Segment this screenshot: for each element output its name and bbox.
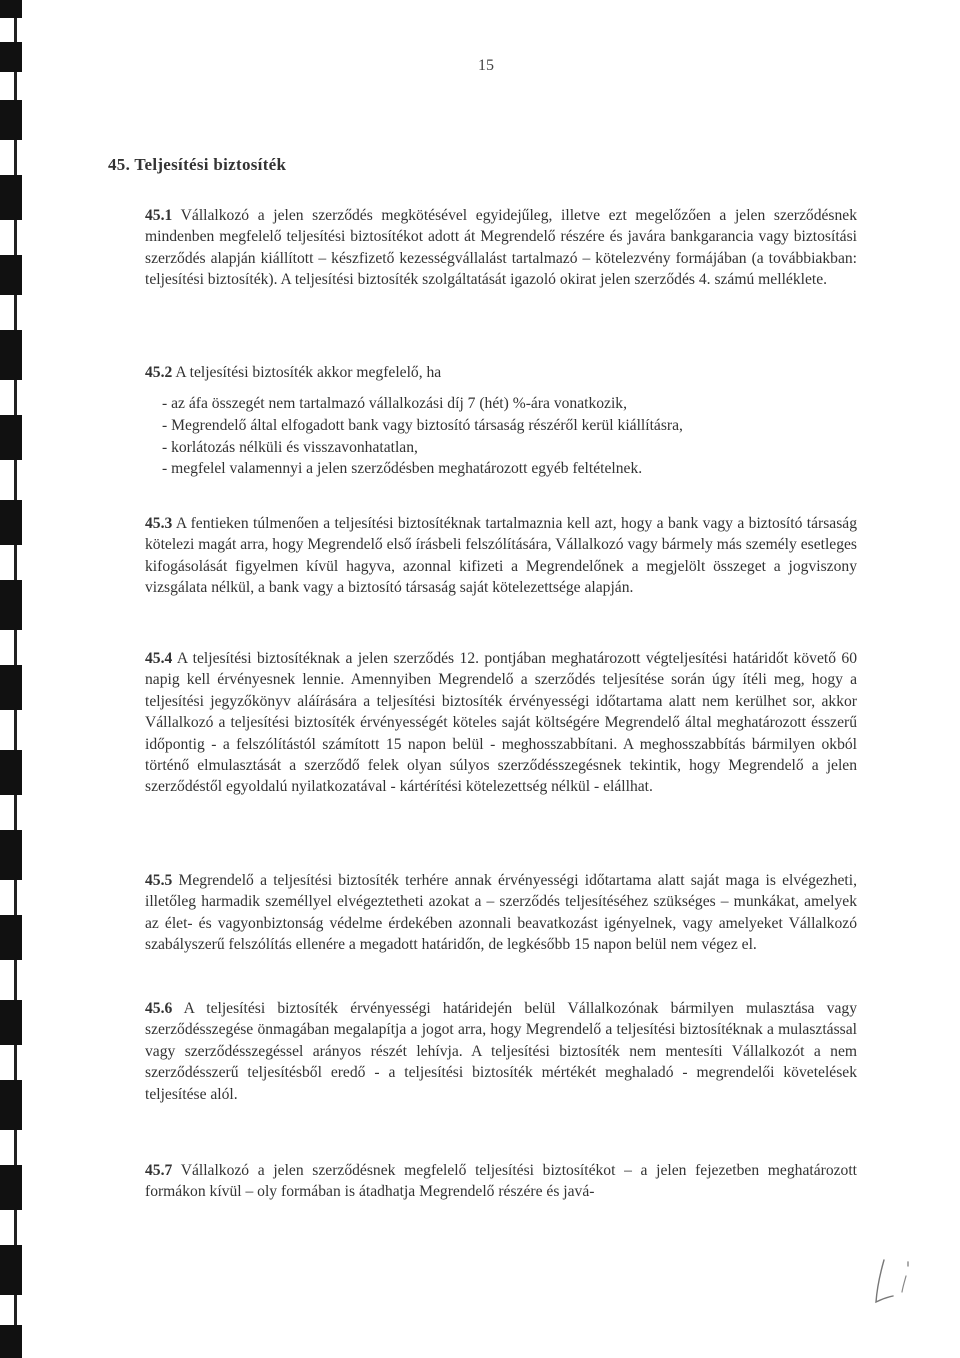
handwritten-initials xyxy=(868,1252,938,1312)
scan-edge-mark xyxy=(0,580,22,630)
section-heading: 45. Teljesítési biztosíték xyxy=(108,155,287,174)
clause-number: 45.2 xyxy=(145,364,173,381)
clause-text: A teljesítési biztosíték akkor megfelelő, ha xyxy=(175,364,442,381)
scan-edge-mark xyxy=(0,0,22,18)
condition-list xyxy=(162,393,857,479)
clause-45-6 xyxy=(145,998,857,1105)
clause-text: Vállalkozó a jelen szerződés megkötésével egyidejűleg, illetve ezt megelőzően a jelen szerződésnek mindenben megfelelő teljesítési biztosítékot adott át Megrendelő részére és javára bankgarancia vagy biztosítási szerződés alapján kiállított – készfizető kezességvállalást tartalmazó – kötelezvény formájában (a továbbiakban: teljesítési biztosíték). A teljesítési biztosíték szolgáltatását igazoló okirat jelen szerződés 4. számú melléklete. xyxy=(145,207,857,289)
page-number: 15 xyxy=(478,57,494,74)
clause-number: 45.5 xyxy=(145,872,173,889)
scan-edge-mark xyxy=(0,330,22,380)
condition-item: - korlátozás nélküli és visszavonhatatlan, xyxy=(162,438,418,456)
scan-edge-mark xyxy=(0,1325,22,1358)
scan-edge-mark xyxy=(0,100,22,140)
scan-edge-mark xyxy=(0,1165,22,1210)
clause-45-7 xyxy=(145,1160,857,1203)
scan-edge-mark xyxy=(0,915,22,960)
scan-edge-mark xyxy=(0,1000,22,1045)
clause-45-1 xyxy=(145,205,857,291)
scan-edge xyxy=(0,0,26,1358)
clause-number: 45.1 xyxy=(145,207,173,224)
clause-45-4 xyxy=(145,648,857,798)
clause-45-5 xyxy=(145,870,857,956)
clause-number: 45.4 xyxy=(145,650,173,667)
condition-item: - Megrendelő által elfogadott bank vagy biztosító társaság részéről kerül kiállításra, xyxy=(162,417,683,434)
clause-text: A fentieken túlmenően a teljesítési biztosítéknak tartalmaznia kell azt, hogy a bank vagy a biztosító társaság kötelezi magát arra, hogy Megrendelő első írásbeli felszólítására, Vállalkozó vagy bármely más személy esetleges kifogásolását figyelmen kívül hagyva, azonnal kifizeti a Megrendelőnek a megjelölt összeget a jogviszony vizsgálata nélkül, a bank vagy a biztosító társaság saját kötelezettsége alapján. xyxy=(145,515,857,597)
condition-item: - az áfa összegét nem tartalmazó vállalkozási díj 7 (hét) %-ára vonatkozik, xyxy=(162,395,628,413)
scan-edge-mark xyxy=(0,500,22,545)
clause-text: A teljesítési biztosítéknak a jelen szerződés 12. pontjában meghatározott végteljesítési határidőt követő 60 napig kell érvényesnek lennie. Amennyiben Megrendelő a szerződés teljesítése során úgy ítéli meg, hogy a teljesítési jegyzőkönyv aláírására a teljesítési biztosíték érvényességi időtartama alatt nem kerülhet sor, akkor Vállalkozó a teljesítési biztosíték érvényességét köteles saját költségére Megrendelő által meghatározott ésszerű időpontig - a felszólítástól számított 15 napon belül - meghosszabbítani. A meghosszabbítás bármilyen okból történő elmulasztását a szerződő felek olyan súlyos szerződésszegésnek tekintik, hogy Megrendelő a jelen szerződéstől egyoldalú nyilatkozatával - kártérítési kötelezettség nélkül - elállhat. xyxy=(145,650,857,796)
scan-edge-mark xyxy=(0,255,22,295)
scan-edge-mark xyxy=(0,665,22,710)
scan-edge-mark xyxy=(0,830,22,880)
clause-number: 45.7 xyxy=(145,1162,173,1179)
scan-edge-mark xyxy=(0,42,22,72)
scan-edge-mark xyxy=(0,175,22,220)
scan-edge-mark xyxy=(0,415,22,460)
clause-45-3 xyxy=(145,513,857,599)
clause-number: 45.3 xyxy=(145,515,173,532)
clause-text: Vállalkozó a jelen szerződésnek megfelelő teljesítési biztosítékot – a jelen fejezetben meghatározott formákon kívül – oly formában is átadhatja Megrendelő részére és javá- xyxy=(145,1162,857,1201)
scan-edge-mark xyxy=(0,1245,22,1295)
scan-edge-mark xyxy=(0,750,22,795)
clause-text: Megrendelő a teljesítési biztosíték terhére annak érvényességi időtartama alatt saját maga is elvégezheti, illetőleg harmadik személlyel elvégeztetheti azokat a – szerződés teljesítéséhez szükséges – munkákat, amelyek az élet- és vagyonbiztonság védelme érdekében azonnali beavatkozást igényelnek, vagy amelyeket Vállalkozó szabályszerű felszólítás ellenére a megadott határidőn, de legkésőbb 15 napon belül nem végez el. xyxy=(145,872,857,954)
clause-45-2 xyxy=(145,362,857,480)
clause-text: A teljesítési biztosíték érvényességi határidején belül Vállalkozónak bármilyen mulasztása vagy szerződésszegése önmagában megalapítja a jogot arra, hogy Megrendelő a teljesítési biztosítéknak a mulasztással vagy szerződésszegéssel arányos részét lehívja. A teljesítési biztosíték nem mentesíti Vállalkozót a nem szerződésszerű teljesítésből eredő - a teljesítési biztosíték mértékét meghaladó - megrendelői követelések teljesítése alól. xyxy=(145,1000,857,1103)
condition-item: - megfelel valamennyi a jelen szerződésben meghatározott egyéb feltételnek. xyxy=(162,460,643,478)
clause-number: 45.6 xyxy=(145,1000,173,1017)
scan-edge-mark xyxy=(0,1080,22,1130)
